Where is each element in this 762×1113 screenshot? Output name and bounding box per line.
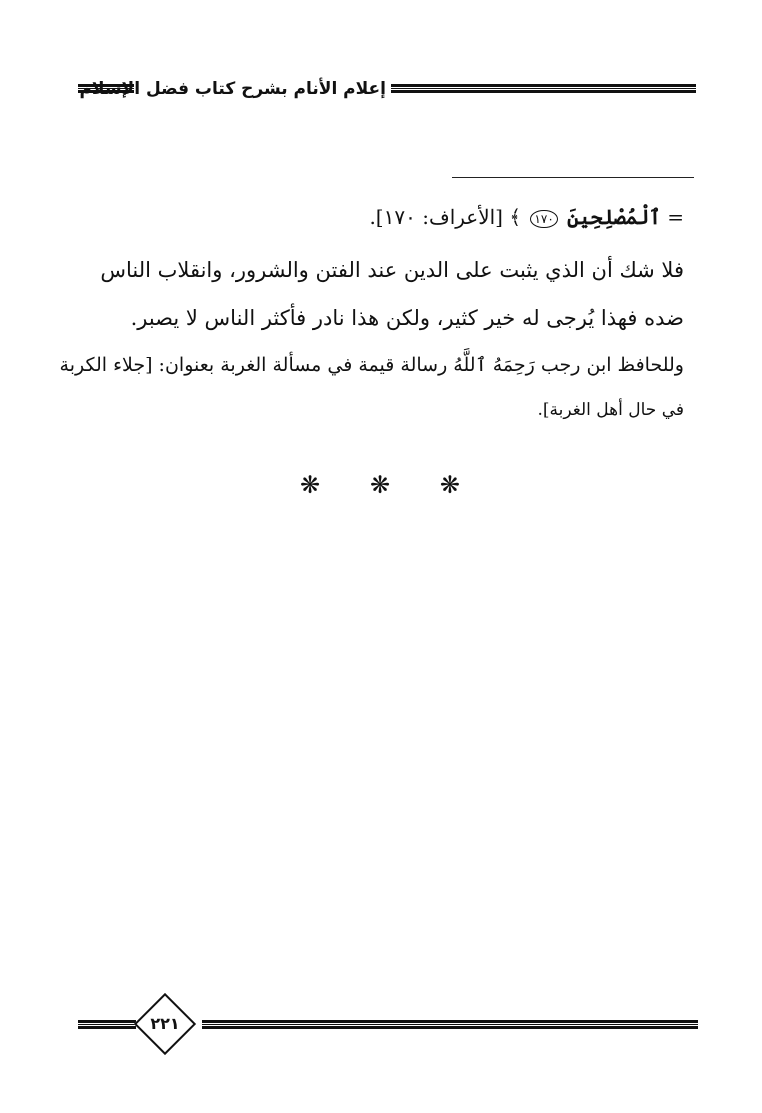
line3-end: رسالة قيمة في مسألة الغربة بعنوان: [جلاء الكربة	[59, 354, 448, 376]
running-header	[78, 78, 696, 102]
closing-ornate-bracket: ﴾	[509, 205, 522, 229]
page-footer	[78, 994, 698, 1058]
section-separator	[300, 470, 460, 500]
separator-star-icon: ❋	[439, 471, 460, 499]
verse-number-marker: ١٧٠	[530, 210, 557, 228]
line3-start: وللحافظ ابن رجب	[540, 354, 684, 376]
continuation-mark: =	[667, 205, 684, 229]
footnote-separator-rule	[452, 177, 694, 178]
honorific-glyph: رَحِمَهُ ٱللَّهُ	[453, 354, 535, 376]
separator-star-icon: ❋	[369, 471, 391, 499]
paragraph-line-1: فلا شك أن الذي يثبت على الدين عند الفتن والشرور، وانقلاب الناس	[100, 258, 684, 282]
verse-reference: [الأعراف: ١٧٠].	[369, 205, 503, 229]
paragraph-line-3	[60, 350, 684, 380]
footer-rule-right	[202, 1020, 698, 1029]
page-number-diamond	[141, 1000, 189, 1048]
footer-rule-left	[78, 1020, 136, 1029]
separator-star-icon: ❋	[300, 471, 321, 499]
page-number: ٢٢١	[150, 1014, 180, 1033]
quranic-verse: ٱلْمُصْلِحِينَ	[567, 205, 661, 229]
book-title: إعلام الأنام بشرح كتاب فضل الإسلام	[79, 79, 386, 99]
footnote-line	[369, 202, 684, 232]
paragraph-line-2: ضده فهذا يُرجى له خير كثير، ولكن هذا نادر فأكثر الناس لا يصبر.	[130, 306, 684, 330]
header-rule-right	[391, 84, 696, 93]
paragraph-line-4: في حال أهل الغربة].	[537, 400, 684, 420]
